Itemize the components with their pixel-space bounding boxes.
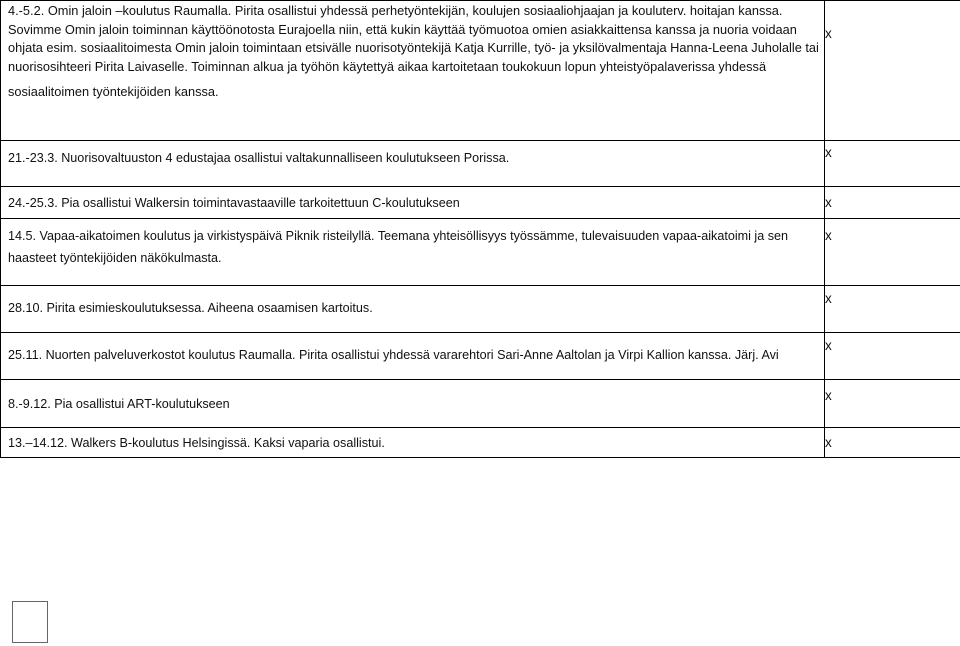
row-mark: x (825, 228, 832, 243)
row-mark: x (825, 145, 832, 160)
table-row (1, 219, 960, 286)
table-row (1, 380, 960, 428)
table-row (1, 141, 960, 187)
row-mark: x (825, 26, 832, 41)
row-text-line: Sovimme Omin jaloin toiminnan käyttöönotosta Eurajoella niin, että kukin käyttää työmuotoa omien asiakkaittensa kanssa ja nuoria voidaan (8, 21, 797, 37)
row-mark-cell (825, 333, 960, 380)
row-text-line: 8.-9.12. Pia osallistui ART-koulutukseen (8, 397, 230, 411)
row-description (1, 380, 825, 428)
row-text-line: 14.5. Vapaa-aikatoimen koulutus ja virkistyspäivä Piknik risteilyllä. Teemana yhteisöllisyys työssämme, tulevaisuuden vapaa-aikatoimi ja sen (8, 229, 789, 243)
row-text-line: 21.-23.3. Nuorisovaltuuston 4 edustajaa osallistui valtakunnalliseen koulutukseen Porissa. (8, 151, 510, 165)
row-mark-cell (825, 187, 960, 219)
table-row (1, 428, 960, 458)
row-mark-cell (825, 286, 960, 333)
row-text-line: ohjata esim. sosiaalitoimesta Omin jaloin toimintaan etsivälle nuorisotyöntekijä Katja Kurrille, työ- ja yksilövalmentaja Hanna-Leena Juholalle tai (8, 40, 819, 55)
row-text-line: sosiaalitoimen työntekijöiden kanssa. (8, 84, 219, 99)
row-mark: x (825, 435, 832, 450)
row-text-line: haasteet työntekijöiden näkökulmasta. (8, 251, 222, 265)
row-description (1, 219, 825, 286)
table-row (1, 286, 960, 333)
row-mark-cell (825, 141, 960, 187)
row-mark-cell (825, 428, 960, 458)
row-text-line: 24.-25.3. Pia osallistui Walkersin toimintavastaaville tarkoitettuun C-koulutukseen (8, 196, 460, 210)
row-mark: x (825, 291, 832, 306)
row-text-line: 25.11. Nuorten palveluverkostot koulutus Raumalla. Pirita osallistui yhdessä vararehtori Sari-Anne Aaltolan ja Virpi Kallion kanssa. Järj. Avi (8, 348, 779, 362)
row-mark: x (825, 338, 832, 353)
table-row (1, 187, 960, 219)
table-row (1, 1, 960, 141)
row-description (1, 286, 825, 333)
row-description (1, 1, 825, 141)
row-mark-cell (825, 380, 960, 428)
empty-checkbox[interactable] (12, 601, 48, 643)
table-row (1, 333, 960, 380)
row-mark: x (825, 388, 832, 403)
row-description (1, 187, 825, 219)
row-text-line: 4.-5.2. Omin jaloin –koulutus Raumalla. Pirita osallistui yhdessä perhetyöntekijän, koulujen sosiaaliohjaajan ja kouluterv. hoitajan kanssa. (8, 3, 783, 18)
row-text-line: 13.–14.12. Walkers B-koulutus Helsingissä. Kaksi vaparia osallistui. (8, 436, 385, 450)
row-description (1, 333, 825, 380)
row-text-line: 28.10. Pirita esimieskoulutuksessa. Aiheena osaamisen kartoitus. (8, 301, 373, 315)
row-mark-cell (825, 219, 960, 286)
row-text-line: nuorisosihteeri Pirita Laivaselle. Toiminnan alkua ja työhön käytettyä aikaa kartoitetaan toukokuun lopun yhteistyöpalaverissa yhdessä (8, 58, 767, 74)
row-mark-cell (825, 1, 960, 141)
row-mark: x (825, 195, 832, 210)
row-description (1, 428, 825, 458)
row-description (1, 141, 825, 187)
